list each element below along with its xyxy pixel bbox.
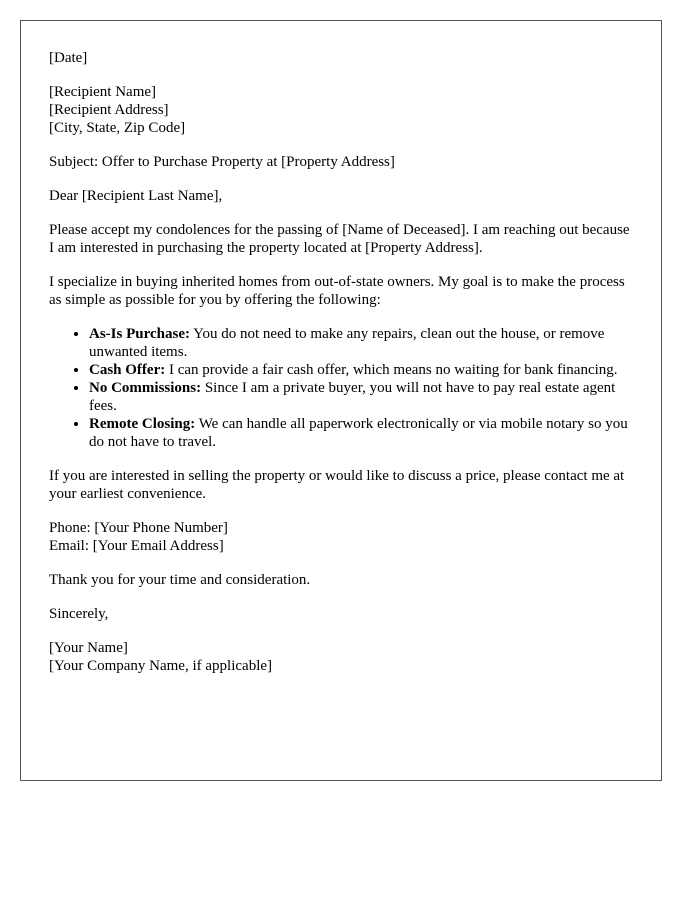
- contact-block: [49, 519, 633, 555]
- benefit-text: I can provide a fair cash offer, which means no waiting for bank financing.: [165, 362, 618, 378]
- benefit-text: Since I am a private buyer, you will not have to pay real estate agent fees.: [89, 380, 616, 414]
- signature-company: [Your Company Name, if applicable]: [49, 658, 273, 674]
- contact-phone: Phone: [Your Phone Number]: [49, 520, 228, 536]
- recipient-city: [City, State, Zip Code]: [49, 120, 186, 136]
- recipient-name: [Recipient Name]: [49, 84, 157, 100]
- letter-subject: Subject: Offer to Purchase Property at [Property Address]: [49, 154, 395, 170]
- signature-block: [49, 639, 633, 675]
- benefit-text: You do not need to make any repairs, clean out the house, or remove unwanted items.: [89, 326, 605, 360]
- letter-salutation: Dear [Recipient Last Name],: [49, 188, 223, 204]
- benefit-title: Remote Closing:: [89, 416, 196, 432]
- benefit-text: We can handle all paperwork electronically or via mobile notary so you do not have to travel.: [89, 416, 628, 450]
- body-paragraph-closing: If you are interested in selling the property or would like to discuss a price, please contact me at your earliest convenience.: [49, 468, 625, 502]
- benefit-item-no-commissions: [89, 379, 633, 415]
- benefit-title: Cash Offer:: [89, 362, 166, 378]
- body-paragraph-condolences: Please accept my condolences for the passing of [Name of Deceased]. I am reaching out because I am interested in purchasing the property located at [Property Address].: [49, 222, 630, 256]
- benefit-item-cash-offer: [89, 361, 633, 379]
- letter-document: [20, 20, 662, 781]
- benefit-title: No Commissions:: [89, 380, 202, 396]
- signoff: Sincerely,: [49, 606, 109, 622]
- thanks-line: Thank you for your time and consideration.: [49, 572, 311, 588]
- benefit-item-as-is: [89, 325, 633, 361]
- benefit-item-remote-closing: [89, 415, 633, 451]
- body-paragraph-intro: I specialize in buying inherited homes from out-of-state owners. My goal is to make the process as simple as possible for you by offering the following:: [49, 274, 625, 308]
- signature-name: [Your Name]: [49, 640, 128, 656]
- contact-email: Email: [Your Email Address]: [49, 538, 224, 554]
- letter-date: [Date]: [49, 50, 88, 66]
- benefit-title: As-Is Purchase:: [89, 326, 190, 342]
- benefits-list: [49, 325, 633, 451]
- recipient-block: [49, 83, 633, 137]
- recipient-address: [Recipient Address]: [49, 102, 169, 118]
